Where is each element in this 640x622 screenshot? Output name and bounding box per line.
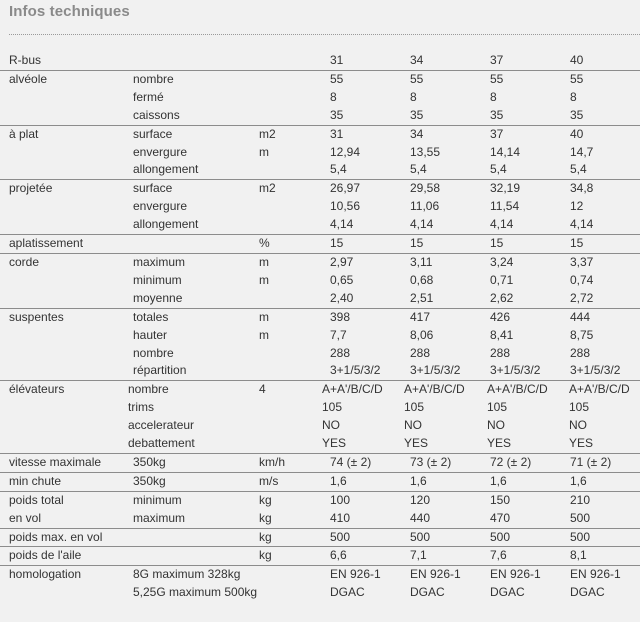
- spec-group: [0, 180, 640, 235]
- value-size-40: EN 926-1: [570, 567, 621, 582]
- spec-group: [0, 547, 640, 566]
- row-label: aplatissement: [9, 236, 84, 251]
- table-row: [0, 126, 640, 144]
- value-size-37: 500: [490, 529, 511, 544]
- value-size-37: 11,54: [490, 199, 520, 214]
- table-row: [0, 454, 640, 472]
- row-sublabel: surface: [133, 126, 173, 141]
- row-label: R-bus: [9, 53, 42, 67]
- value-size-37: 1,6: [490, 473, 507, 488]
- value-size-34: 73 (± 2): [410, 454, 452, 469]
- row-unit: m: [259, 309, 269, 324]
- spec-group: [0, 52, 640, 71]
- row-unit: km/h: [259, 454, 286, 469]
- spec-group: [0, 381, 640, 454]
- value-size-40: 8: [570, 89, 577, 104]
- value-size-34: 8: [410, 89, 417, 104]
- value-size-31: 410: [330, 510, 351, 525]
- title-divider: [9, 34, 640, 35]
- row-sublabel: 8G maximum 328kg: [133, 567, 241, 582]
- value-size-34: 15: [410, 236, 424, 251]
- value-size-37: 32,19: [490, 181, 521, 196]
- value-size-31: NO: [322, 418, 340, 433]
- value-size-40: 40: [570, 53, 584, 67]
- table-row: [0, 254, 640, 272]
- row-sublabel: trims: [128, 400, 154, 415]
- row-unit: m: [259, 254, 269, 269]
- value-size-34: 4,14: [410, 217, 434, 232]
- value-size-37: 0,71: [490, 272, 514, 287]
- value-size-31: 100: [330, 492, 351, 507]
- spec-group: [0, 309, 640, 382]
- value-size-37: 470: [490, 510, 511, 525]
- value-size-31: 288: [330, 345, 351, 360]
- value-size-31: YES: [322, 436, 347, 451]
- value-size-40: 2,72: [570, 290, 594, 305]
- value-size-31: A+A'/B/C/D: [322, 382, 383, 397]
- value-size-37: YES: [487, 436, 512, 451]
- table-row: [0, 566, 640, 584]
- row-unit: kg: [259, 510, 272, 525]
- value-size-37: 37: [490, 53, 504, 67]
- value-size-31: 12,94: [330, 144, 361, 159]
- row-sublabel: envergure: [133, 199, 188, 214]
- value-size-31: 10,56: [330, 199, 361, 214]
- value-size-40: 500: [570, 529, 591, 544]
- value-size-31: DGAC: [330, 585, 365, 600]
- table-row: [0, 529, 640, 547]
- value-size-31: 8: [330, 89, 337, 104]
- table-row: [0, 144, 640, 162]
- value-size-31: 398: [330, 309, 351, 324]
- row-sublabel: fermé: [133, 89, 164, 104]
- row-sublabel: 350kg: [133, 473, 166, 488]
- table-row: [0, 71, 640, 89]
- table-row: [0, 435, 640, 453]
- value-size-34: 8,06: [410, 327, 434, 342]
- table-row: [0, 290, 640, 308]
- row-unit: m: [259, 327, 269, 342]
- value-size-37: 14,14: [490, 144, 521, 159]
- value-size-34: 0,68: [410, 272, 434, 287]
- row-unit: kg: [259, 548, 272, 563]
- row-sublabel: moyenne: [133, 290, 183, 305]
- table-row: [0, 547, 640, 565]
- row-unit: m: [259, 144, 269, 159]
- value-size-37: 150: [490, 492, 511, 507]
- value-size-34: 34: [410, 126, 424, 141]
- row-label: corde: [9, 254, 40, 269]
- value-size-34: 440: [410, 510, 431, 525]
- value-size-40: 55: [570, 71, 584, 86]
- value-size-37: 5,4: [490, 162, 507, 177]
- table-row: [0, 345, 640, 363]
- value-size-34: 3+1/5/3/2: [410, 363, 461, 378]
- value-size-37: 15: [490, 236, 504, 251]
- value-size-37: NO: [487, 418, 505, 433]
- row-label: poids de l'aile: [9, 548, 82, 563]
- value-size-37: 4,14: [490, 217, 514, 232]
- row-sublabel: allongement: [133, 217, 199, 232]
- value-size-40: 4,14: [570, 217, 594, 232]
- value-size-34: 288: [410, 345, 431, 360]
- value-size-40: NO: [569, 418, 587, 433]
- value-size-34: DGAC: [410, 585, 445, 600]
- value-size-31: 55: [330, 71, 344, 86]
- value-size-40: DGAC: [570, 585, 605, 600]
- value-size-34: YES: [404, 436, 429, 451]
- value-size-31: 2,97: [330, 254, 354, 269]
- value-size-40: 71 (± 2): [570, 454, 612, 469]
- value-size-37: 288: [490, 345, 511, 360]
- value-size-31: 26,97: [330, 181, 361, 196]
- row-sublabel: maximum: [133, 254, 186, 269]
- specs-table: [0, 52, 640, 602]
- table-row: [0, 492, 640, 510]
- value-size-37: 37: [490, 126, 504, 141]
- value-size-34: NO: [404, 418, 422, 433]
- value-size-40: 12: [570, 199, 584, 214]
- spec-group: [0, 529, 640, 548]
- value-size-34: 105: [404, 400, 425, 415]
- value-size-37: 105: [487, 400, 508, 415]
- row-unit: m2: [259, 126, 276, 141]
- value-size-31: 4,14: [330, 217, 354, 232]
- row-sublabel: accelerateur: [128, 418, 195, 433]
- value-size-31: 31: [330, 53, 344, 67]
- value-size-34: 120: [410, 492, 431, 507]
- value-size-40: YES: [569, 436, 594, 451]
- row-unit: m: [259, 272, 269, 287]
- value-size-37: 35: [490, 107, 504, 122]
- spec-group: [0, 71, 640, 126]
- value-size-40: 210: [570, 492, 591, 507]
- value-size-40: A+A'/B/C/D: [569, 382, 630, 397]
- row-sublabel: envergure: [133, 144, 188, 159]
- row-sublabel: surface: [133, 181, 173, 196]
- value-size-40: 8,75: [570, 327, 594, 342]
- value-size-37: 8: [490, 89, 497, 104]
- value-size-31: 31: [330, 126, 344, 141]
- row-unit: kg: [259, 492, 272, 507]
- table-row: [0, 216, 640, 234]
- value-size-40: 5,4: [570, 162, 587, 177]
- row-sublabel: hauter: [133, 327, 168, 342]
- table-row: [0, 198, 640, 216]
- row-sublabel: nombre: [128, 382, 169, 397]
- table-row: [0, 399, 640, 417]
- value-size-34: 500: [410, 529, 431, 544]
- value-size-37: 426: [490, 309, 511, 324]
- table-row: [0, 272, 640, 290]
- table-row: [0, 235, 640, 253]
- value-size-37: 7,6: [490, 548, 507, 563]
- value-size-31: 2,40: [330, 290, 354, 305]
- value-size-40: 444: [570, 309, 591, 324]
- value-size-34: A+A'/B/C/D: [404, 382, 465, 397]
- value-size-37: 8,41: [490, 327, 514, 342]
- value-size-40: 288: [570, 345, 591, 360]
- row-label: poids total: [9, 492, 64, 507]
- row-sublabel: 5,25G maximum 500kg: [133, 585, 258, 600]
- value-size-31: 500: [330, 529, 351, 544]
- table-row: [0, 309, 640, 327]
- spec-group: [0, 492, 640, 529]
- table-row: [0, 417, 640, 435]
- row-label: en vol: [9, 510, 42, 525]
- value-size-37: 2,62: [490, 290, 514, 305]
- value-size-31: 105: [322, 400, 343, 415]
- row-unit: m2: [259, 181, 276, 196]
- value-size-31: 35: [330, 107, 344, 122]
- table-row: [0, 473, 640, 491]
- row-unit: %: [259, 236, 270, 251]
- value-size-37: DGAC: [490, 585, 525, 600]
- value-size-34: 34: [410, 53, 424, 67]
- value-size-40: 0,74: [570, 272, 594, 287]
- table-row: [0, 180, 640, 198]
- value-size-37: 3+1/5/3/2: [490, 363, 541, 378]
- row-unit: m/s: [259, 473, 279, 488]
- table-row: [0, 584, 640, 602]
- table-row: [0, 327, 640, 345]
- value-size-40: 3+1/5/3/2: [570, 363, 621, 378]
- value-size-34: 3,11: [410, 254, 433, 269]
- row-sublabel: minimum: [133, 492, 182, 507]
- value-size-34: 35: [410, 107, 424, 122]
- value-size-34: 11,06: [410, 199, 440, 214]
- value-size-31: 74 (± 2): [330, 454, 372, 469]
- value-size-37: EN 926-1: [490, 567, 541, 582]
- value-size-37: 3,24: [490, 254, 514, 269]
- value-size-34: 1,6: [410, 473, 427, 488]
- page-title: Infos techniques: [9, 3, 130, 20]
- table-row: [0, 161, 640, 179]
- row-label: vitesse maximale: [9, 454, 102, 469]
- table-row: [0, 362, 640, 380]
- row-sublabel: minimum: [133, 272, 182, 287]
- value-size-34: 13,55: [410, 144, 441, 159]
- value-size-37: 72 (± 2): [490, 454, 532, 469]
- row-label: projetée: [9, 181, 53, 196]
- row-unit: kg: [259, 529, 272, 544]
- row-label: suspentes: [9, 309, 64, 324]
- row-sublabel: caissons: [133, 107, 180, 122]
- value-size-40: 8,1: [570, 548, 587, 563]
- table-row: [0, 107, 640, 125]
- row-sublabel: 350kg: [133, 454, 166, 469]
- row-label: à plat: [9, 126, 39, 141]
- row-sublabel: nombre: [133, 345, 174, 360]
- row-sublabel: debattement: [128, 436, 195, 451]
- value-size-34: EN 926-1: [410, 567, 461, 582]
- value-size-34: 2,51: [410, 290, 434, 305]
- row-label: min chute: [9, 473, 62, 488]
- value-size-31: 1,6: [330, 473, 347, 488]
- row-label: homologation: [9, 567, 82, 582]
- spec-group: [0, 566, 640, 602]
- spec-group: [0, 454, 640, 473]
- value-size-34: 55: [410, 71, 424, 86]
- row-sublabel: nombre: [133, 71, 174, 86]
- row-sublabel: totales: [133, 309, 169, 324]
- value-size-31: 0,65: [330, 272, 354, 287]
- spec-group: [0, 235, 640, 254]
- value-size-31: 6,6: [330, 548, 347, 563]
- table-row: [0, 510, 640, 528]
- row-label: élévateurs: [9, 382, 65, 397]
- value-size-34: 5,4: [410, 162, 427, 177]
- value-size-40: 35: [570, 107, 584, 122]
- value-size-34: 417: [410, 309, 431, 324]
- value-size-37: A+A'/B/C/D: [487, 382, 548, 397]
- value-size-40: 15: [570, 236, 584, 251]
- spec-group: [0, 473, 640, 492]
- row-unit: 4: [259, 382, 266, 397]
- value-size-31: 15: [330, 236, 344, 251]
- value-size-40: 500: [570, 510, 591, 525]
- value-size-37: 55: [490, 71, 504, 86]
- value-size-31: 3+1/5/3/2: [330, 363, 381, 378]
- value-size-40: 3,37: [570, 254, 594, 269]
- value-size-31: 5,4: [330, 162, 347, 177]
- row-sublabel: allongement: [133, 162, 199, 177]
- value-size-40: 14,7: [570, 144, 594, 159]
- value-size-31: EN 926-1: [330, 567, 381, 582]
- value-size-34: 29,58: [410, 181, 441, 196]
- spec-group: [0, 126, 640, 181]
- row-label: poids max. en vol: [9, 529, 103, 544]
- value-size-40: 40: [570, 126, 584, 141]
- table-row: [0, 381, 640, 399]
- value-size-40: 34,8: [570, 181, 594, 196]
- value-size-31: 7,7: [330, 327, 347, 342]
- table-row: [0, 89, 640, 107]
- value-size-34: 7,1: [410, 548, 427, 563]
- row-sublabel: maximum: [133, 510, 186, 525]
- spec-group: [0, 254, 640, 309]
- row-sublabel: répartition: [133, 363, 187, 378]
- table-row: [0, 52, 640, 70]
- value-size-40: 105: [569, 400, 590, 415]
- row-label: alvéole: [9, 71, 48, 86]
- value-size-40: 1,6: [570, 473, 587, 488]
